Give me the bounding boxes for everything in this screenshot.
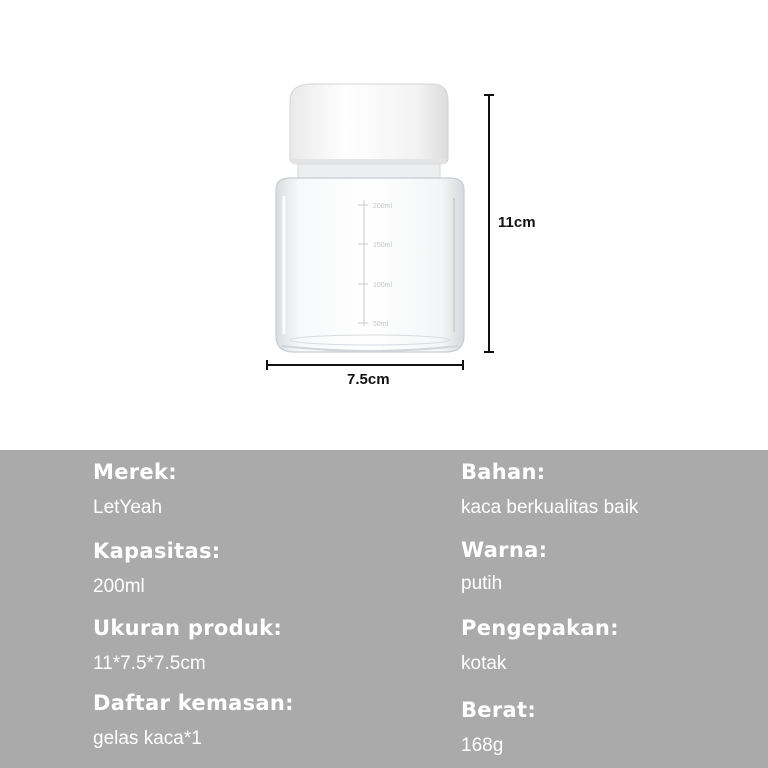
scale-mark-150: 150ml [373,242,393,249]
specification-panel [0,450,768,768]
spec-value: gelas kaca*1 [93,728,202,749]
spec-label: Merek: [93,460,177,484]
scale-mark-100: 100ml [373,282,393,289]
scale-mark-50: 50ml [373,321,389,328]
spec-label: Berat: [461,698,537,722]
spec-value: LetYeah [93,497,163,518]
spec-label: Bahan: [461,460,546,484]
spec-label: Daftar kemasan: [93,691,294,715]
spec-label: Ukuran produk: [93,616,283,640]
width-dimension-line [267,360,463,370]
height-label: 11cm [498,214,536,231]
spec-value: kotak [461,653,507,674]
spec-value: putih [461,573,503,594]
jar-lid [290,84,448,164]
jar-neck [298,164,440,178]
scale-mark-200: 200ml [373,203,393,210]
height-dimension-line [484,95,494,352]
spec-value: 11*7.5*7.5cm [93,653,206,674]
width-label: 7.5cm [347,371,390,388]
spec-value: kaca berkualitas baik [461,497,639,518]
spec-label: Kapasitas: [93,539,221,563]
spec-value: 200ml [93,576,145,597]
jar-body [276,178,464,352]
spec-label: Warna: [461,538,548,562]
spec-value: 168g [461,735,504,756]
spec-label: Pengepakan: [461,616,619,640]
